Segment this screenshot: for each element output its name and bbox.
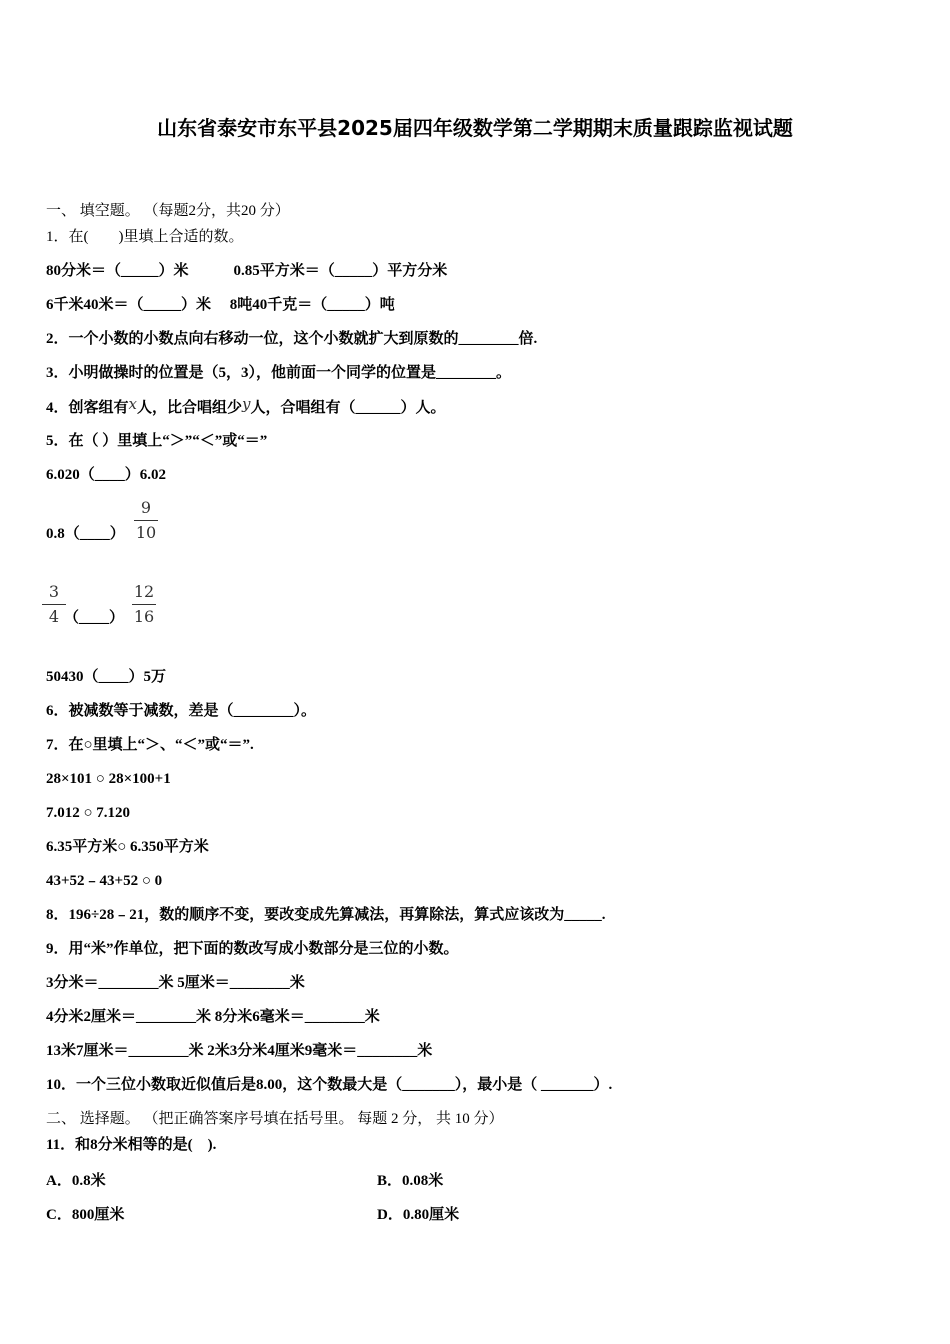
option-d: D．0.80厘米 <box>377 1207 460 1223</box>
fraction-denominator: 10 <box>135 523 157 542</box>
q5-a: 6.020（____）6.02 <box>46 467 167 483</box>
q3: 3．小明做操时的位置是（5，3），他前面一个同学的位置是________。 <box>46 365 512 381</box>
q5-c: （____） <box>64 610 125 626</box>
fraction-denominator: 4 <box>48 607 60 626</box>
variable-x: x <box>128 395 137 413</box>
option-c: C．800厘米 <box>46 1207 125 1223</box>
q9-row1: 3分米＝________米 5厘米＝________米 <box>46 975 305 991</box>
q1-prompt: 1．在( )里填上合适的数。 <box>46 229 244 245</box>
q2: 2．一个小数的小数点向右移动一位，这个小数就扩大到原数的________倍. <box>46 331 538 347</box>
option-b: B．0.08米 <box>377 1173 444 1189</box>
q9-prompt: 9．用“米”作单位，把下面的数改写成小数部分是三位的小数。 <box>46 941 459 957</box>
section1-heading: 一、 填空题。 （每题2分，共20 分） <box>46 203 290 219</box>
q4-part1: 4．创客组有 <box>46 400 129 416</box>
q1-row2: 6千米40米＝（_____）米 8吨40千克＝（_____）吨 <box>46 297 395 313</box>
q4-part2: 人，比合唱组少 <box>136 400 242 416</box>
q9-row2: 4分米2厘米＝________米 8分米6毫米＝________米 <box>46 1009 380 1025</box>
q1-row1: 80分米＝（_____）米 0.85平方米＝（_____）平方分米 <box>46 263 448 279</box>
fraction-numerator: 9 <box>140 498 152 517</box>
fraction-9-10 <box>132 498 160 543</box>
q9-row3: 13米7厘米＝________米 2米3分米4厘米9毫米＝________米 <box>46 1043 433 1059</box>
fraction-numerator: 12 <box>133 582 155 601</box>
fraction-numerator: 3 <box>48 582 60 601</box>
q7-b: 7.012 ○ 7.120 <box>46 805 131 821</box>
q5-prompt: 5．在（ ）里填上“＞”“＜”或“＝” <box>46 433 268 449</box>
q7-d: 43+52﹣43+52 ○ 0 <box>46 873 163 889</box>
option-a: A．0.8米 <box>46 1173 106 1189</box>
q7-c: 6.35平方米○ 6.350平方米 <box>46 839 209 855</box>
q11-prompt: 11．和8分米相等的是( ). <box>46 1137 217 1153</box>
fraction-12-16 <box>130 582 158 627</box>
fraction-bar <box>132 604 156 605</box>
q5-d: 50430（____）5万 <box>46 669 167 685</box>
variable-y: y <box>242 395 251 413</box>
q10: 10．一个三位小数取近似值后是8.00，这个数最大是（_______），最小是（ _______）. <box>46 1077 613 1093</box>
section2-heading: 二、 选择题。 （把正确答案序号填在括号里。 每题 2 分， 共 10 分） <box>46 1111 504 1127</box>
q8: 8．196÷28﹣21，数的顺序不变，要改变成先算减法，再算除法，算式应该改为_____. <box>46 907 606 923</box>
fraction-bar <box>42 604 66 605</box>
q5-b: 0.8（____） <box>46 526 125 542</box>
page-title: 山东省泰安市东平县2025届四年级数学第二学期期末质量跟踪监视试题 <box>157 116 793 140</box>
q6: 6．被减数等于减数，差是（________）。 <box>46 703 317 719</box>
fraction-denominator: 16 <box>133 607 155 626</box>
q7-a: 28×101 ○ 28×100+1 <box>46 771 171 787</box>
q7-prompt: 7．在○里填上“＞、“＜”或“＝”. <box>46 737 254 753</box>
fraction-bar <box>134 520 158 521</box>
q4 <box>46 397 446 418</box>
q4-part3: 人，合唱组有（______）人。 <box>250 400 446 416</box>
